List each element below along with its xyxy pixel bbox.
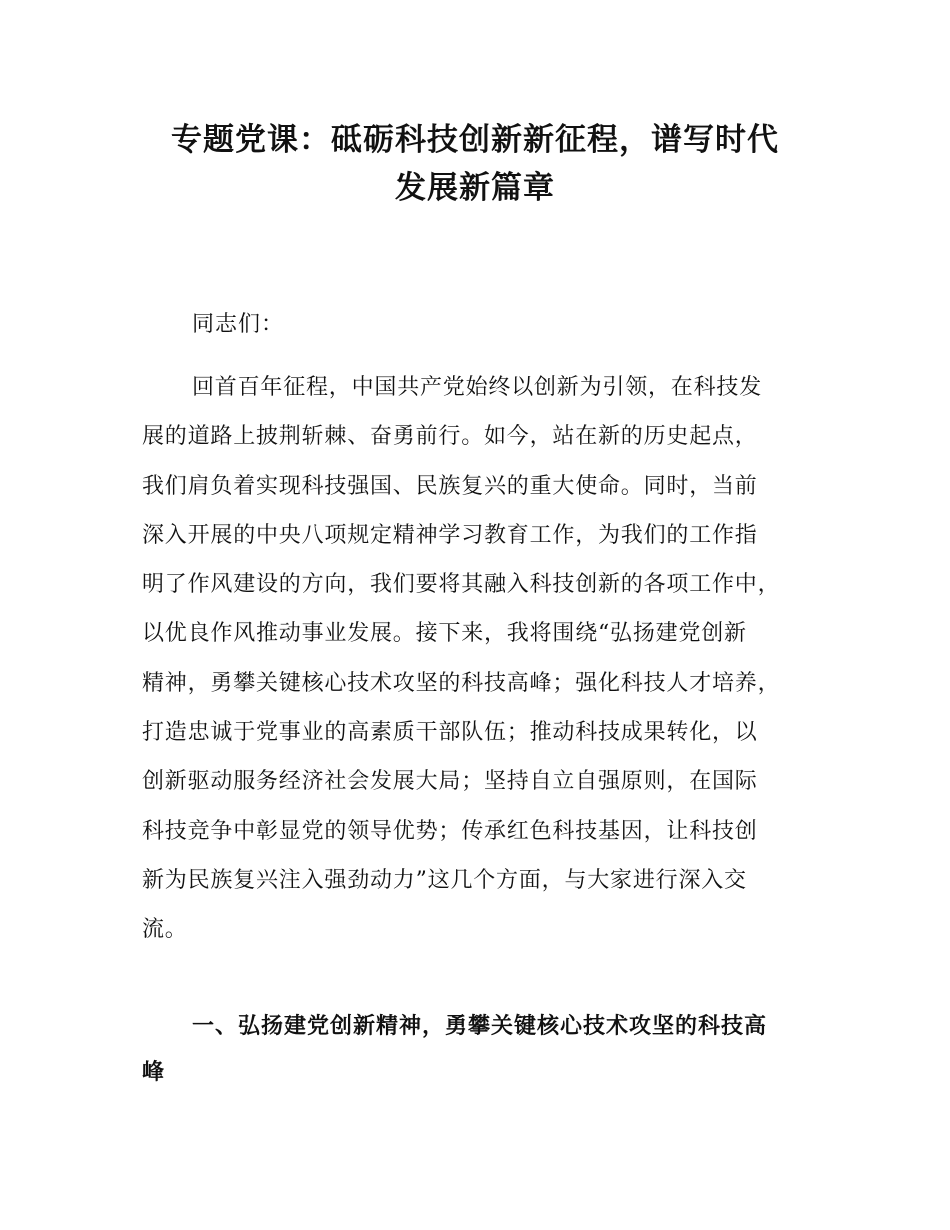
title-line: 专题党课：砥砺科技创新新征程，谱写时代 bbox=[171, 122, 779, 158]
paragraph-line: 明了作风建设的方向，我们要将其融入科技创新的各项工作中， bbox=[142, 572, 781, 598]
intro-paragraph bbox=[142, 373, 832, 965]
title-line: 发展新篇章 bbox=[395, 170, 555, 206]
paragraph-line: 以优良作风推动事业发展。接下来，我将围绕“弘扬建党创新 bbox=[142, 621, 747, 647]
paragraph-line: 创新驱动服务经济社会发展大局；坚持自立自强原则，在国际 bbox=[142, 769, 758, 795]
paragraph-line: 深入开展的中央八项规定精神学习教育工作，为我们的工作指 bbox=[142, 522, 758, 548]
paragraph-line: 精神，勇攀关键核心技术攻坚的科技高峰；强化科技人才培养， bbox=[142, 670, 781, 696]
section-heading bbox=[142, 1012, 832, 1104]
paragraph-line: 新为民族复兴注入强劲动力”这几个方面，与大家进行深入交 bbox=[142, 867, 747, 893]
paragraph-line: 科技竞争中彰显党的领导优势；传承红色科技基因，让科技创 bbox=[142, 818, 758, 844]
section-heading-line: 一、弘扬建党创新精神，勇攀关键核心技术攻坚的科技高 bbox=[192, 1014, 768, 1039]
paragraph-line: 回首百年征程，中国共产党始终以创新为引领，在科技发 bbox=[192, 375, 763, 400]
section-heading-line: 峰 bbox=[142, 1060, 166, 1085]
salutation: 同志们： bbox=[192, 312, 285, 337]
paragraph-line: 流。 bbox=[142, 917, 188, 943]
paragraph-line: 打造忠诚于党事业的高素质干部队伍；推动科技成果转化，以 bbox=[142, 720, 758, 746]
paragraph-line: 展的道路上披荆斩棘、奋勇前行。如今，站在新的历史起点， bbox=[142, 424, 758, 450]
paragraph-line: 我们肩负着实现科技强国、民族复兴的重大使命。同时，当前 bbox=[142, 473, 758, 499]
page-title bbox=[130, 116, 820, 212]
